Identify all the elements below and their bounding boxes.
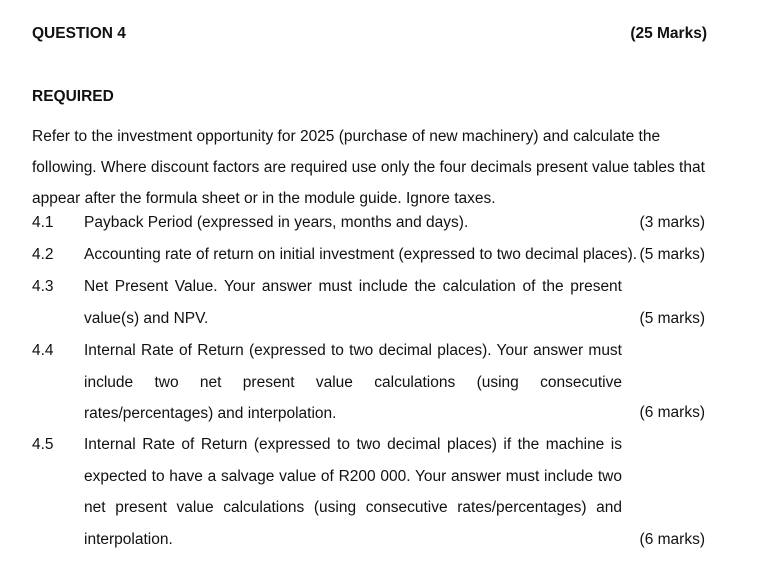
item-text-4-5: Internal Rate of Return (expressed to two decimal places) if the machine is expected to have a salvage value of R200 000. Your answer must include two net present value calculations (using consecutive rates/percentages) and interpolation.: [84, 436, 622, 548]
item-marks-4-4: (6 marks): [639, 404, 705, 421]
item-number-4-5: 4.5: [32, 436, 54, 453]
item-marks-4-3: (5 marks): [639, 310, 705, 327]
item-marks-4-1: (3 marks): [639, 214, 705, 231]
item-text-4-2: Accounting rate of return on initial investment (expressed to two decimal places).: [84, 246, 638, 263]
item-number-4-3: 4.3: [32, 278, 54, 295]
item-text-4-4: Internal Rate of Return (expressed to two decimal places). Your answer must include two net present value calculations (using consecutive rates/percentages) and interpolation.: [84, 342, 622, 422]
item-marks-4-5: (6 marks): [639, 531, 705, 548]
item-number-4-2: 4.2: [32, 246, 54, 263]
question-total-marks: (25 Marks): [630, 25, 707, 42]
required-intro: Refer to the investment opportunity for 2025 (purchase of new machinery) and calculate the following. Where discount factors are required use only the four decimals present value tables that appear after the formula sheet or in the module guide. Ignore taxes.: [32, 128, 705, 207]
required-heading: REQUIRED: [32, 88, 114, 105]
item-marks-4-2: (5 marks): [639, 246, 705, 263]
item-text-4-3: Net Present Value. Your answer must include the calculation of the present value(s) and NPV.: [84, 278, 622, 327]
item-number-4-1: 4.1: [32, 214, 54, 231]
item-number-4-4: 4.4: [32, 342, 54, 359]
question-title: QUESTION 4: [32, 25, 126, 42]
item-text-4-1: Payback Period (expressed in years, months and days).: [84, 214, 469, 231]
